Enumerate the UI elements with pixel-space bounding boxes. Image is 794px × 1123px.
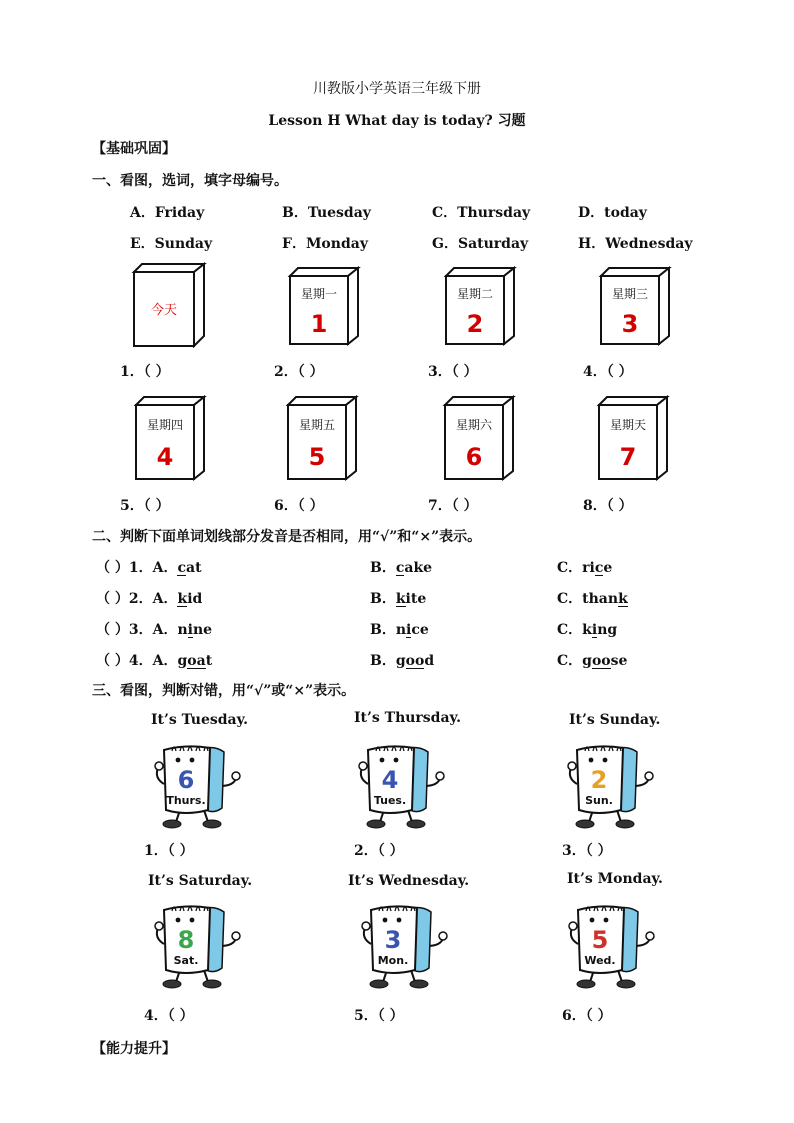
calendar-date-number: 7: [619, 443, 637, 471]
cartoon-calendar-svg: [150, 738, 242, 830]
calendar-cartoon-5: [357, 898, 449, 994]
q3-answer-6[interactable]: 6．（ ）: [562, 1008, 612, 1024]
option-h: H．Wednesday: [578, 236, 693, 252]
q3-caption-3: It’s Sunday.: [569, 712, 661, 728]
calendar-monday: [286, 266, 366, 346]
q2-row-3-option-b: B．nice: [370, 622, 429, 638]
q3-caption-2: It’s Thursday.: [354, 710, 461, 726]
calendar-date-number: 3: [621, 310, 639, 338]
option-g: G．Saturday: [432, 236, 529, 252]
option-d: D．today: [578, 205, 647, 221]
underlined-letters: k: [618, 591, 628, 607]
cartoon-day-label: Sat.: [173, 954, 199, 967]
page-title: 川教版小学英语三年级下册: [313, 81, 481, 97]
page-subtitle: Lesson H What day is today? 习题: [268, 113, 526, 129]
underlined-letters: c: [594, 560, 604, 576]
underlined-letters: oo: [591, 653, 611, 669]
cartoon-date-number: 5: [591, 926, 609, 954]
calendar-sunday: [595, 395, 675, 481]
q2-row-4-option-b: B．good: [370, 653, 435, 669]
cartoon-day-label: Wed.: [584, 954, 616, 967]
cartoon-calendar-svg: [354, 738, 446, 830]
q2-instruction: 二、判断下面单词划线部分发音是否相同，用“√”和“×”表示。: [92, 529, 482, 545]
cartoon-date-number: 3: [384, 926, 402, 954]
q3-answer-4[interactable]: 4．（ ）: [144, 1008, 194, 1024]
q3-instruction: 三、看图，判断对错，用“√”或“×”表示。: [92, 683, 356, 699]
answer-blank-4[interactable]: 4．（ ）: [583, 364, 633, 380]
option-a: A．Friday: [130, 205, 205, 221]
cartoon-calendar-svg: [563, 738, 655, 830]
calendar-weekday-label: 星期六: [455, 418, 493, 432]
q2-row-4: （ ）4．A．goat: [96, 653, 213, 669]
calendar-weekday-label: 星期二: [456, 287, 494, 301]
option-c: C．Thursday: [432, 205, 531, 221]
calendar-date-number: 2: [466, 310, 484, 338]
q2-row-number[interactable]: （ ）1．A．: [96, 560, 178, 576]
calendar-thursday: [132, 395, 212, 481]
underlined-letters: k: [177, 591, 188, 607]
underlined-letters: i: [187, 622, 193, 638]
answer-blank-5[interactable]: 5．（ ）: [120, 498, 170, 514]
calendar-date-number: 5: [308, 443, 326, 471]
cartoon-day-label: Thurs.: [166, 794, 206, 807]
option-b: B．Tuesday: [282, 205, 371, 221]
calendar-cartoon-1: [150, 738, 242, 834]
cartoon-calendar-svg: [150, 898, 242, 990]
answer-blank-7[interactable]: 7．（ ）: [428, 498, 478, 514]
calendar-cartoon-2: [354, 738, 446, 834]
q2-row-2-option-b: B．kite: [370, 591, 427, 607]
calendar-weekday-label: 星期一: [300, 287, 338, 301]
cartoon-date-number: 4: [381, 766, 399, 794]
q2-row-1-option-c: C．rice: [557, 560, 613, 576]
answer-blank-2[interactable]: 2．（ ）: [274, 364, 324, 380]
cartoon-date-number: 8: [177, 926, 195, 954]
calendar-wednesday: [597, 266, 677, 346]
q2-row-4-option-c: C．goose: [557, 653, 628, 669]
calendar-tuesday: [442, 266, 522, 346]
cartoon-day-label: Tues.: [373, 794, 407, 807]
q2-row-number[interactable]: （ ）4．A．: [96, 653, 178, 669]
calendar-date-number: 6: [465, 443, 483, 471]
q3-caption-4: It’s Saturday.: [148, 873, 253, 889]
answer-blank-1[interactable]: 1．（ ）: [120, 364, 170, 380]
q2-row-3-option-c: C．king: [557, 622, 618, 638]
calendar-cartoon-6: [564, 898, 656, 994]
q2-row-2: （ ）2．A．kid: [96, 591, 203, 607]
underlined-letters: c: [177, 560, 187, 576]
q2-row-2-option-c: C．thank: [557, 591, 628, 607]
q3-answer-3[interactable]: 3．（ ）: [562, 843, 612, 859]
q2-row-3: （ ）3．A．nine: [96, 622, 213, 638]
underlined-letters: oa: [187, 653, 206, 669]
calendar-date-number: 1: [310, 310, 328, 338]
cartoon-day-label: Mon.: [377, 954, 409, 967]
q3-answer-1[interactable]: 1．（ ）: [144, 843, 194, 859]
q2-row-number[interactable]: （ ）2．A．: [96, 591, 178, 607]
calendar-friday: [284, 395, 364, 481]
calendar-cartoon-4: [150, 898, 242, 994]
calendar-today: [130, 262, 212, 348]
underlined-letters: i: [406, 622, 412, 638]
cartoon-calendar-svg: [357, 898, 449, 990]
section-advanced-heading: 【能力提升】: [92, 1041, 176, 1057]
calendar-weekday-label: 星期天: [609, 418, 647, 432]
section-basic-heading: 【基础巩固】: [92, 141, 176, 157]
cartoon-calendar-svg: [564, 898, 656, 990]
q3-answer-2[interactable]: 2．（ ）: [354, 843, 404, 859]
cartoon-date-number: 2: [590, 766, 608, 794]
underlined-letters: i: [591, 622, 598, 638]
calendar-weekday-label: 星期三: [611, 287, 649, 301]
q2-row-number[interactable]: （ ）3．A．: [96, 622, 178, 638]
q3-caption-1: It’s Tuesday.: [151, 712, 249, 728]
q2-row-1-option-b: B．cake: [370, 560, 433, 576]
answer-blank-3[interactable]: 3．（ ）: [428, 364, 478, 380]
cartoon-date-number: 6: [177, 766, 195, 794]
q3-answer-5[interactable]: 5．（ ）: [354, 1008, 404, 1024]
answer-blank-8[interactable]: 8．（ ）: [583, 498, 633, 514]
q3-caption-6: It’s Monday.: [567, 871, 663, 887]
cartoon-day-label: Sun.: [585, 794, 613, 807]
calendar-center-label: 今天: [150, 303, 178, 318]
q2-row-1: （ ）1．A．cat: [96, 560, 202, 576]
underlined-letters: c: [395, 560, 405, 576]
underlined-letters: oo: [405, 653, 425, 669]
calendar-weekday-label: 星期四: [146, 418, 184, 432]
answer-blank-6[interactable]: 6．（ ）: [274, 498, 324, 514]
calendar-weekday-label: 星期五: [298, 418, 336, 432]
option-f: F．Monday: [282, 236, 368, 252]
q1-instruction: 一、看图，选词，填字母编号。: [92, 173, 288, 189]
calendar-cartoon-3: [563, 738, 655, 834]
calendar-date-number: 4: [156, 443, 174, 471]
underlined-letters: k: [395, 591, 406, 607]
calendar-saturday: [441, 395, 521, 481]
option-e: E．Sunday: [130, 236, 213, 252]
q3-caption-5: It’s Wednesday.: [348, 873, 470, 889]
